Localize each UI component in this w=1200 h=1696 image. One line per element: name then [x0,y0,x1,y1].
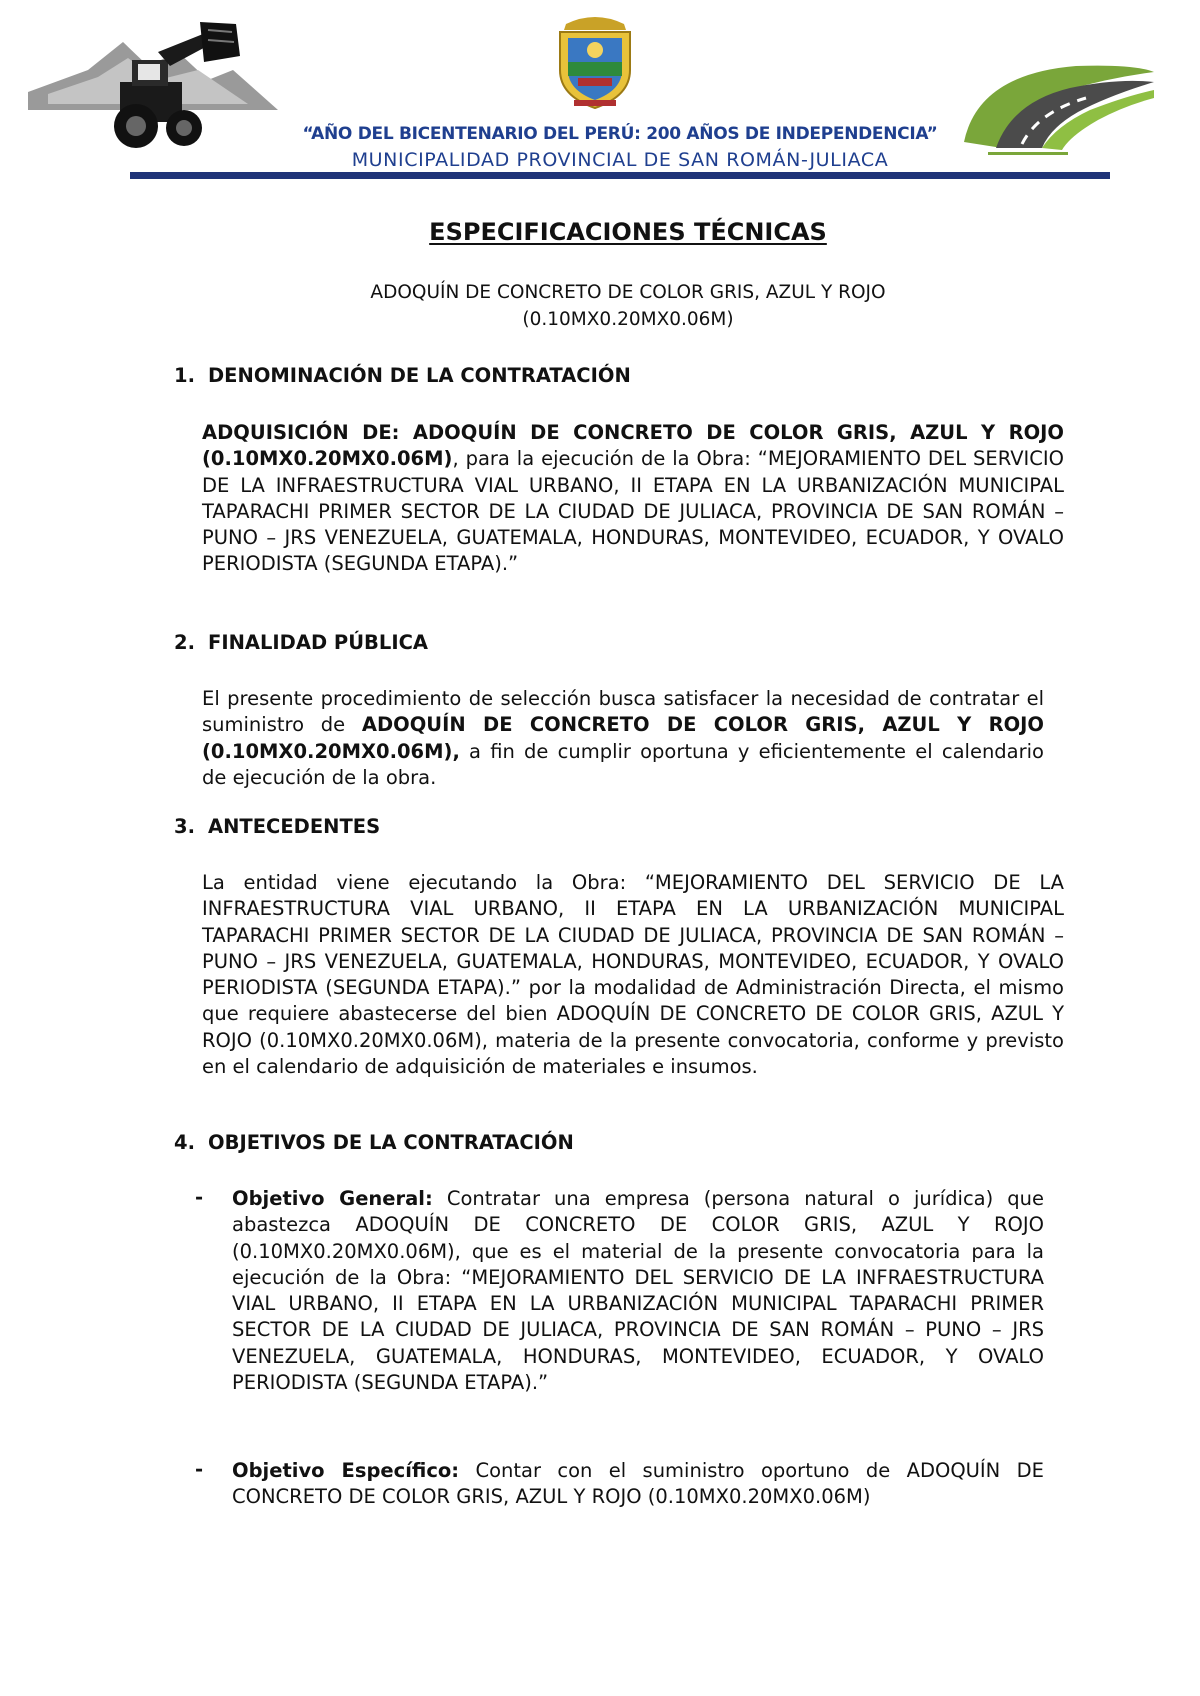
objective-label: Objetivo Específico: [232,1459,460,1482]
bullet-marker: - [195,1186,204,1209]
document-title: ESPECIFICACIONES TÉCNICAS [429,218,827,246]
section-number: 1. [174,364,195,387]
header-divider [130,172,1110,179]
bold-phrase: ADOQUÍN DE CONCRETO DE COLOR GRIS, AZUL Y ROJO (0.10MX0.20MX0.06M), [202,713,1044,763]
section-paragraph [202,420,1064,578]
section-number: 2. [174,631,195,654]
section-number: 3. [174,815,195,838]
section-paragraph [202,686,1044,791]
bold-lead: ADQUISICIÓN DE: ADOQUÍN DE CONCRETO DE COLOR GRIS, AZUL Y ROJO (0.10MX0.20MX0.06M) [202,421,1064,471]
objective-specific [232,1458,1044,1511]
objective-label: Objetivo General: [232,1187,433,1210]
front-loader-logo [28,22,278,150]
paragraph-text: a fin de cumplir oportuna y eficientemente el calendario de ejecución de la obra. [202,739,1044,789]
objective-text: Contar con el suministro oportuno de ADOQUÍN DE CONCRETO DE COLOR GRIS, AZUL Y ROJO (0.10MX0.20MX0.06M) [232,1459,1044,1509]
section-title: DENOMINACIÓN DE LA CONTRATACIÓN [208,364,631,387]
section-title: ANTECEDENTES [208,815,381,838]
bullet-marker: - [195,1458,204,1481]
objective-text: Contratar una empresa (persona natural o jurídica) que abastezca ADOQUÍN DE CONCRETO DE COLOR GRIS, AZUL Y ROJO (0.10MX0.20MX0.06M), que es el material de la presente convocatoria para la ejecución de la Obra: “MEJORAMIENTO DEL SERVICIO DE LA INFRAESTRUCTURA VIAL URBANO, II ETAPA EN LA URBANIZACIÓN MUNICIPAL TAPARACHI PRIMER SECTOR DE LA CIUDAD DE JULIACA, PROVINCIA DE SAN ROMÁN – PUNO – JRS VENEZUELA, GUATEMALA, HONDURAS, MONTEVIDEO, ECUADOR, Y OVALO PERIODISTA (SEGUNDA ETAPA).” [232,1187,1044,1395]
year-slogan: “AÑO DEL BICENTENARIO DEL PERÚ: 200 AÑOS DE INDEPENDENCIA” [302,124,938,144]
section-title: OBJETIVOS DE LA CONTRATACIÓN [208,1131,574,1154]
paragraph-text: , para la ejecución de la Obra: “MEJORAMIENTO DEL SERVICIO DE LA INFRAESTRUCTURA VIAL URBANO, II ETAPA EN LA URBANIZACIÓN MUNICIPAL TAPARACHI PRIMER SECTOR DE LA CIUDAD DE JULIACA, PROVINCIA DE SAN ROMÁN – PUNO – JRS VENEZUELA, GUATEMALA, HONDURAS, MONTEVIDEO, ECUADOR, Y OVALO PERIODISTA (SEGUNDA ETAPA).” [202,447,1064,576]
subtitle-line-1: ADOQUÍN DE CONCRETO DE COLOR GRIS, AZUL Y ROJO [370,282,886,303]
subtitle-line-2: (0.10MX0.20MX0.06M) [522,309,734,330]
road-logo [958,56,1154,162]
section-heading [174,1131,574,1154]
paragraph-text: El presente procedimiento de selección busca satisfacer la necesidad de contratar el suministro de [202,687,1044,737]
municipal-seal-logo [554,14,636,110]
objective-general [232,1186,1044,1396]
section-paragraph: La entidad viene ejecutando la Obra: “MEJORAMIENTO DEL SERVICIO DE LA INFRAESTRUCTURA VIAL URBANO, II ETAPA EN LA URBANIZACIÓN MUNICIPAL TAPARACHI PRIMER SECTOR DE LA CIUDAD DE JULIACA, PROVINCIA DE SAN ROMÁN – PUNO – JRS VENEZUELA, GUATEMALA, HONDURAS, MONTEVIDEO, ECUADOR, Y OVALO PERIODISTA (SEGUNDA ETAPA).” por la modalidad de Administración Directa, el mismo que requiere abastecerse del bien ADOQUÍN DE CONCRETO DE COLOR GRIS, AZUL Y ROJO (0.10MX0.20MX0.06M), materia de la presente convocatoria, conforme y previsto en el calendario de adquisición de materiales e insumos. [202,871,1064,1079]
section-heading [174,631,428,654]
section-number: 4. [174,1131,195,1154]
letterhead [0,0,1200,190]
section-heading [174,815,380,838]
municipality-name: MUNICIPALIDAD PROVINCIAL DE SAN ROMÁN-JULIACA [351,149,889,171]
section-title: FINALIDAD PÚBLICA [208,631,428,654]
section-heading [174,364,631,387]
